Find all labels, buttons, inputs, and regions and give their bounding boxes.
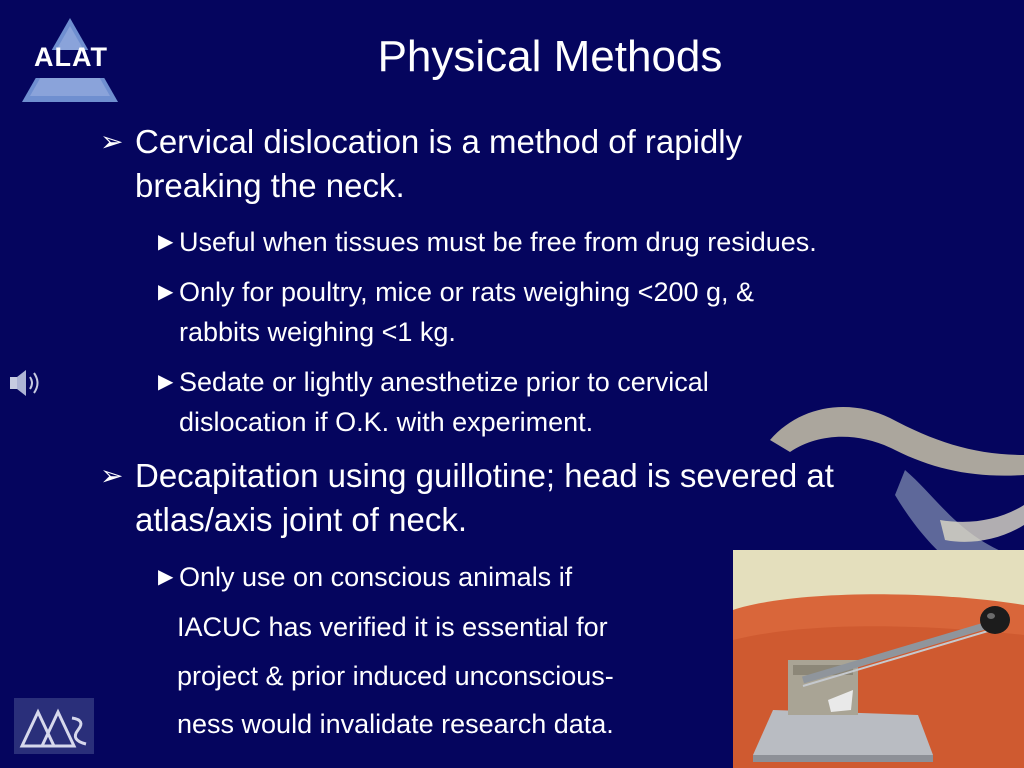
bullet-decapitation xyxy=(100,454,834,542)
triangle-bullet-icon: ▶ xyxy=(158,231,174,253)
triangle-bullet-icon: ▶ xyxy=(158,281,174,303)
sub-bullet-drug-residues xyxy=(158,222,817,262)
triangle-bullet-icon: ▶ xyxy=(158,566,174,588)
logo-text: ALAT xyxy=(34,42,108,72)
sub-bullet-line: Sedate or lightly anesthetize prior to cervical xyxy=(179,367,709,397)
triangle-bullet-icon: ▶ xyxy=(158,371,174,393)
sub-bullet-line: project & prior induced unconscious- xyxy=(177,661,614,691)
bullet-line: Decapitation using guillotine; head is severed at xyxy=(135,457,834,494)
bullet-cervical-dislocation xyxy=(100,120,742,208)
sub-bullet-line: dislocation if O.K. with experiment. xyxy=(179,407,594,437)
arrowhead-bullet-icon: ➢ xyxy=(100,460,124,491)
sub-bullet-sedate xyxy=(158,362,709,442)
sub-bullet-line: rabbits weighing <1 kg. xyxy=(179,317,456,347)
slide-title: Physical Methods xyxy=(377,32,723,81)
speaker-icon[interactable] xyxy=(8,366,44,400)
aalas-logo-icon xyxy=(14,698,94,754)
sub-bullet-line: Useful when tissues must be free from drug residues. xyxy=(179,227,817,257)
sub-bullet-conscious-animals xyxy=(158,557,572,597)
sub-bullet-line: IACUC has verified it is essential for xyxy=(177,612,608,642)
bullet-line: atlas/axis joint of neck. xyxy=(135,501,467,538)
guillotine-photo xyxy=(733,550,1024,768)
arrowhead-bullet-icon: ➢ xyxy=(100,126,124,157)
sub-bullet-line: ness would invalidate research data. xyxy=(177,709,614,739)
sub-bullet-line: Only use on conscious animals if xyxy=(179,562,573,592)
sub-bullet-line: Only for poultry, mice or rats weighing <200 g, & xyxy=(179,277,755,307)
bullet-line: breaking the neck. xyxy=(135,167,405,204)
sub-bullet-species-weights xyxy=(158,272,754,352)
bullet-line: Cervical dislocation is a method of rapidly xyxy=(135,123,743,160)
guillotine-illustration xyxy=(733,550,1024,768)
